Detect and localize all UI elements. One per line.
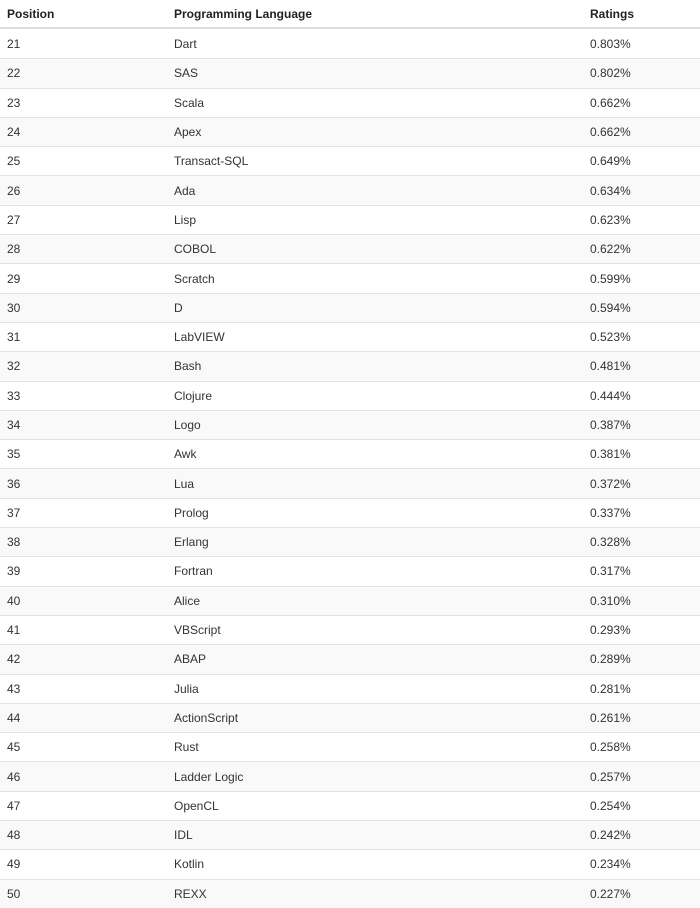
cell-rating: 0.802% xyxy=(590,66,631,81)
cell-rating: 0.258% xyxy=(590,740,631,755)
table-row xyxy=(0,879,700,908)
cell-language: Clojure xyxy=(174,388,213,403)
cell-rating: 0.310% xyxy=(590,593,631,608)
cell-language: Lua xyxy=(174,476,195,491)
table-row xyxy=(0,703,700,732)
cell-rating: 0.523% xyxy=(590,330,631,345)
table-row xyxy=(0,820,700,849)
table-row xyxy=(0,732,700,761)
cell-position: 42 xyxy=(7,652,21,667)
cell-position: 28 xyxy=(7,242,21,257)
cell-position: 47 xyxy=(7,798,21,813)
table-row xyxy=(0,849,700,878)
column-header-position[interactable]: Position xyxy=(7,6,55,21)
table-row xyxy=(0,58,700,87)
table-row xyxy=(0,88,700,117)
table-row xyxy=(0,556,700,585)
table-row xyxy=(0,351,700,380)
table-row xyxy=(0,586,700,615)
cell-position: 23 xyxy=(7,95,21,110)
cell-language: Apex xyxy=(174,125,202,140)
cell-language: Scala xyxy=(174,95,205,110)
cell-language: SAS xyxy=(174,66,199,81)
cell-language: ActionScript xyxy=(174,710,239,725)
cell-position: 38 xyxy=(7,535,21,550)
cell-position: 26 xyxy=(7,183,21,198)
cell-rating: 0.328% xyxy=(590,535,631,550)
cell-language: Julia xyxy=(174,681,199,696)
table-row xyxy=(0,527,700,556)
cell-position: 44 xyxy=(7,710,21,725)
table-row xyxy=(0,498,700,527)
cell-language: Dart xyxy=(174,36,197,51)
cell-position: 46 xyxy=(7,769,21,784)
cell-language: Erlang xyxy=(174,535,209,550)
table-row xyxy=(0,439,700,468)
table-row xyxy=(0,410,700,439)
cell-rating: 0.387% xyxy=(590,418,631,432)
cell-position: 33 xyxy=(7,388,21,403)
cell-position: 24 xyxy=(7,125,21,140)
cell-language: IDL xyxy=(174,828,193,843)
cell-position: 32 xyxy=(7,359,21,374)
table-body xyxy=(0,29,700,908)
cell-position: 41 xyxy=(7,623,21,638)
cell-rating: 0.281% xyxy=(590,681,631,696)
cell-rating: 0.649% xyxy=(590,154,631,169)
cell-rating: 0.242% xyxy=(590,828,631,843)
cell-rating: 0.227% xyxy=(590,886,631,901)
cell-language: Transact-SQL xyxy=(174,154,249,169)
cell-position: 37 xyxy=(7,505,21,520)
cell-position: 22 xyxy=(7,66,21,81)
table-row xyxy=(0,381,700,410)
table-row xyxy=(0,205,700,234)
cell-language: D xyxy=(174,300,183,315)
cell-language: COBOL xyxy=(174,242,217,257)
cell-language: Fortran xyxy=(174,564,213,579)
cell-position: 36 xyxy=(7,476,21,491)
cell-rating: 0.481% xyxy=(590,359,631,374)
cell-language: Alice xyxy=(174,593,201,608)
cell-rating: 0.599% xyxy=(590,271,631,286)
table-row xyxy=(0,468,700,497)
cell-position: 39 xyxy=(7,564,21,579)
cell-position: 50 xyxy=(7,886,21,901)
cell-rating: 0.623% xyxy=(590,212,631,227)
cell-rating: 0.634% xyxy=(590,183,631,198)
table-row xyxy=(0,644,700,673)
cell-position: 43 xyxy=(7,681,21,696)
cell-position: 45 xyxy=(7,740,21,755)
cell-rating: 0.662% xyxy=(590,125,631,140)
cell-language: Prolog xyxy=(174,505,209,520)
cell-rating: 0.293% xyxy=(590,623,631,638)
cell-rating: 0.381% xyxy=(590,447,631,462)
cell-position: 30 xyxy=(7,300,21,315)
cell-language: ABAP xyxy=(174,652,207,667)
cell-rating: 0.444% xyxy=(590,388,631,403)
cell-position: 34 xyxy=(7,418,21,432)
cell-position: 48 xyxy=(7,828,21,843)
table-row xyxy=(0,117,700,146)
cell-rating: 0.234% xyxy=(590,857,631,872)
table-row xyxy=(0,322,700,351)
cell-language: Scratch xyxy=(174,271,215,286)
table-row xyxy=(0,29,700,58)
table-row xyxy=(0,761,700,790)
table-row xyxy=(0,234,700,263)
cell-language: Awk xyxy=(174,447,197,462)
cell-position: 40 xyxy=(7,593,21,608)
cell-language: VBScript xyxy=(174,623,221,638)
table-row xyxy=(0,263,700,292)
cell-position: 27 xyxy=(7,212,21,227)
cell-rating: 0.257% xyxy=(590,769,631,784)
table-row xyxy=(0,791,700,820)
cell-rating: 0.662% xyxy=(590,95,631,110)
table-row xyxy=(0,293,700,322)
cell-rating: 0.254% xyxy=(590,798,631,813)
cell-language: Bash xyxy=(174,359,202,374)
cell-language: Lisp xyxy=(174,212,197,227)
column-header-ratings[interactable]: Ratings xyxy=(590,6,635,21)
cell-rating: 0.261% xyxy=(590,710,631,725)
cell-rating: 0.803% xyxy=(590,36,631,51)
table-row xyxy=(0,175,700,204)
cell-language: Kotlin xyxy=(174,857,205,872)
cell-position: 21 xyxy=(7,36,21,51)
cell-language: REXX xyxy=(174,886,207,901)
cell-rating: 0.594% xyxy=(590,300,631,315)
cell-language: Ladder Logic xyxy=(174,769,244,784)
table-row xyxy=(0,615,700,644)
cell-language: OpenCL xyxy=(174,798,219,813)
cell-rating: 0.317% xyxy=(590,564,631,579)
table-row xyxy=(0,674,700,703)
cell-rating: 0.372% xyxy=(590,476,631,491)
cell-language: Ada xyxy=(174,183,196,198)
cell-position: 35 xyxy=(7,447,21,462)
cell-language: Rust xyxy=(174,740,199,755)
cell-rating: 0.622% xyxy=(590,242,631,257)
table-header xyxy=(0,0,700,29)
cell-position: 25 xyxy=(7,154,21,169)
cell-rating: 0.337% xyxy=(590,505,631,520)
column-header-language[interactable]: Programming Language xyxy=(174,6,313,21)
cell-position: 31 xyxy=(7,330,21,345)
table-row xyxy=(0,146,700,175)
cell-language: Logo xyxy=(174,418,201,432)
cell-position: 29 xyxy=(7,271,21,286)
cell-rating: 0.289% xyxy=(590,652,631,667)
cell-position: 49 xyxy=(7,857,21,872)
cell-language: LabVIEW xyxy=(174,330,225,345)
